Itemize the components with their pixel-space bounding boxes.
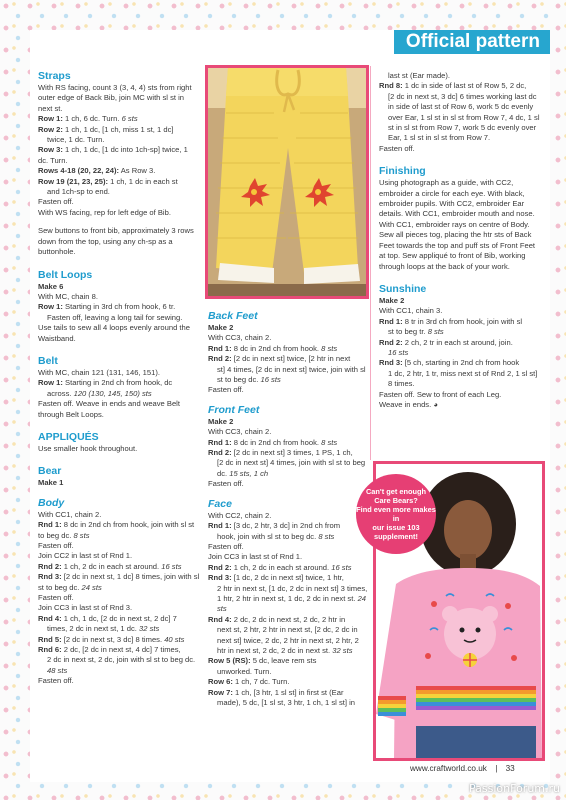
line-text: Make 1 [38, 478, 64, 488]
section-heading [379, 283, 541, 296]
line-text: Bear [38, 465, 62, 478]
line-text: 1 dc, 2 htr, 1 tr, miss next st of Rnd 2, 1 sl st] 8 times. [388, 368, 538, 389]
promo-line-3: Find even more makes in [356, 505, 436, 523]
line-text: Fasten off. [379, 143, 415, 153]
line-text: 1 ch, 2 dc in each st around. [231, 562, 332, 572]
pattern-line [208, 479, 368, 489]
line-text: st to beg tr. [388, 327, 428, 337]
spacer [379, 272, 541, 283]
row-label: Rnd 2: [208, 448, 232, 458]
row-label: Rnd 1: [208, 437, 232, 447]
pattern-line [38, 572, 200, 593]
pattern-line [208, 333, 368, 343]
row-label: Rnd 8: [379, 81, 403, 91]
pattern-line [208, 625, 368, 656]
line-text: 1 ch, 1 dc, [1 ch, miss 1 st, 1 dc] [62, 124, 174, 134]
line-text: Back Feet [208, 310, 258, 322]
pattern-line [379, 338, 541, 348]
line-text: [2 dc in next st] twice, [2 htr in next [231, 354, 351, 364]
pattern-line [38, 655, 200, 676]
pattern-line [38, 145, 200, 166]
promo-bubble [356, 474, 436, 554]
line-text: Join CC3 in last st of Rnd 3. [38, 603, 133, 613]
pattern-line [38, 635, 200, 645]
line-text: 1 ch, 2 dc in each st around. [61, 561, 162, 571]
line-text: Fasten off. [208, 385, 244, 395]
overalls-illustration [208, 68, 366, 296]
line-text: With CC1, chain 2. [38, 509, 102, 519]
subheading [38, 478, 200, 488]
spacer [38, 258, 200, 269]
line-text: twice, 1 dc. Turn. [47, 135, 105, 145]
line-text: Straps [38, 70, 71, 82]
spacer [38, 344, 200, 355]
line-text: Sew buttons to front bib, approximately 3 rows down from the top, using any ch-sp as a buttonhole. [38, 226, 194, 257]
pattern-line [208, 458, 368, 479]
section-heading [38, 269, 200, 282]
section-banner: Official pattern [394, 30, 550, 54]
row-label: Rows 4-18 (20, 22, 24): [38, 166, 120, 176]
line-text: next st, 2 htr, 2 htr in next st, [2 dc, 2 dc in next st] twice, 2 dc, 2 htr in next st, 2 htr, 2 htr in next st, 2 dc, 2 dc in next st. [217, 625, 359, 655]
line-text: Fasten off. [38, 676, 74, 686]
section-heading [38, 431, 200, 444]
line-text: and 1ch-sp to end. [47, 187, 110, 197]
line-text: 1 ch, 1 dc in each st [108, 176, 178, 186]
stitch-count: 16 sts [388, 347, 409, 357]
pattern-line [38, 624, 200, 634]
line-text: times, 2 dc in next st, 1 dc. [47, 624, 140, 634]
pattern-line [208, 344, 368, 354]
line-text: [2 dc in next st] 4 times, join with sl st to beg dc. [217, 458, 366, 478]
pattern-line [379, 400, 541, 410]
pattern-line [38, 562, 200, 572]
pattern-line [208, 385, 368, 395]
row-label: Row 19 (21, 23, 25): [38, 176, 109, 186]
stitch-count: 16 sts [260, 375, 281, 385]
pattern-line [379, 358, 541, 368]
row-label: Row 1: [38, 302, 63, 312]
pattern-line [38, 614, 200, 624]
row-label: Rnd 2: [208, 562, 232, 572]
pattern-line [208, 573, 368, 583]
line-text: Fasten off. [208, 541, 244, 551]
line-text: Sunshine [379, 282, 427, 295]
pattern-line [38, 177, 200, 187]
line-text: 1 ch, 1 dc, [1 dc into 1ch-sp] twice, 1 dc. Turn. [38, 145, 188, 165]
spacer [208, 396, 368, 404]
line-text: With CC1, chain 3. [379, 306, 443, 316]
pattern-line [38, 541, 200, 551]
stitch-count: 8 sts [73, 530, 90, 540]
pattern-line [379, 317, 541, 327]
spacer [38, 489, 200, 497]
pattern-line [379, 81, 541, 91]
row-label: Rnd 3: [208, 573, 232, 583]
footer-separator: | [495, 764, 498, 773]
spacer [38, 454, 200, 465]
line-text: made), 5 dc, [1 sl st, 3 htr, 1 ch, 1 sl st] in [217, 698, 356, 707]
pattern-line [38, 603, 200, 613]
pattern-line [38, 323, 200, 344]
stitch-count: 8 sts [321, 437, 338, 447]
line-text: 8 dc in 2nd ch from hook, join with sl st to beg dc. [38, 520, 195, 540]
row-label: Row 1: [38, 114, 63, 124]
subheading [208, 323, 368, 333]
row-label: Rnd 6: [38, 645, 62, 655]
pattern-line [208, 698, 368, 708]
pattern-line [208, 584, 368, 615]
line-text: 2 htr in next st, [1 dc, 2 dc in next st] 3 times, 1 htr, 2 htr in next st, 1 dc, 2 dc in next st. [217, 583, 368, 603]
row-label: Row 5 (RS): [208, 656, 251, 666]
pattern-line [379, 369, 541, 390]
pattern-line [208, 656, 368, 666]
pattern-line [38, 226, 200, 257]
stitch-count: 32 sts [332, 645, 353, 655]
pattern-line [379, 390, 541, 400]
line-text: 5 dc, leave rem sts [250, 656, 317, 666]
line-text: Weave in ends. ◕ [379, 399, 438, 409]
section-heading [38, 70, 200, 83]
line-text: Fasten off, leaving a long tail for sewing. [47, 312, 183, 322]
pattern-line [38, 187, 200, 197]
line-text: With RS facing, count 3 (3, 4, 4) sts from right outer edge of Back Bib, join MC with sl st in next st. [38, 83, 192, 113]
row-label: Rnd 3: [38, 572, 62, 582]
line-text: Fasten off. [38, 593, 74, 603]
pattern-line [208, 677, 368, 687]
line-text: Make 2 [208, 323, 234, 332]
page-number: 33 [505, 764, 515, 773]
pattern-line [38, 114, 200, 124]
line-text: [3 dc, 2 htr, 3 dc] in 2nd ch from [231, 521, 341, 531]
line-text: Belt Loops [38, 268, 93, 281]
pattern-column-1 [38, 70, 200, 687]
pattern-line [38, 135, 200, 145]
stitch-count: 8 sts [427, 327, 444, 337]
row-label: Rnd 2: [38, 561, 62, 571]
stitch-count: 15 sts, 1 ch [229, 468, 269, 478]
pattern-line [38, 551, 200, 561]
line-text: 2 dc, 2 dc in next st, 2 dc, 2 htr in [231, 614, 346, 624]
line-text: Belt [38, 354, 58, 367]
pattern-line [379, 178, 541, 272]
promo-line-2: Care Bears? [374, 496, 418, 505]
row-label: Rnd 2: [379, 337, 403, 347]
pattern-line [38, 368, 200, 378]
footer-website: www.craftworld.co.uk [410, 764, 487, 773]
line-text: As Row 3. [119, 166, 156, 176]
line-text: 8 dc in 2nd ch from hook. [231, 343, 322, 353]
subheading [379, 296, 541, 306]
subheading [38, 282, 200, 292]
spacer [379, 154, 541, 165]
line-text: Make 2 [208, 416, 234, 426]
pattern-line [38, 676, 200, 686]
pattern-line [38, 378, 200, 388]
line-text: unworked. Turn. [217, 666, 272, 676]
spacer [38, 420, 200, 431]
line-text: 8 dc in 2nd ch from hook. [231, 437, 322, 447]
section-heading [38, 465, 200, 478]
spacer [38, 218, 200, 226]
line-text: Fasten off. [38, 541, 74, 550]
pattern-line [38, 520, 200, 541]
line-text: 2 dc, [2 dc in next st, 4 dc] 7 times, [61, 645, 181, 655]
line-text: With WS facing, rep for left edge of Bib. [38, 207, 171, 217]
pattern-line [208, 532, 368, 542]
stitch-count: 24 sts [81, 582, 102, 592]
stitch-count: 16 sts [331, 562, 352, 572]
line-text: 1 dc in side of last st of Row 5, 2 dc, [402, 81, 527, 91]
section-heading [208, 498, 368, 511]
column-divider-1 [370, 66, 371, 460]
pattern-line [208, 511, 368, 521]
promo-line-5: supplement! [374, 532, 418, 541]
line-text: [1 dc, 2 dc in next st] twice, 1 htr, [231, 573, 344, 583]
pattern-line [38, 302, 200, 312]
pattern-line [38, 399, 200, 420]
pattern-line [38, 444, 200, 454]
row-label: Row 6: [208, 677, 233, 687]
line-text: across. [47, 388, 74, 398]
line-text: 1 ch, 1 dc, [2 dc in next st, 2 dc] 7 [61, 613, 177, 623]
line-text: Starting in 3rd ch from hook, 6 tr. [62, 302, 176, 312]
line-text: last st (Ear made). [388, 71, 451, 80]
pattern-line [208, 615, 368, 625]
section-heading [379, 165, 541, 178]
pattern-line [38, 510, 200, 520]
line-text: Make 2 [379, 295, 405, 305]
stitch-count: 24 sts [217, 593, 367, 614]
pattern-line [38, 166, 200, 176]
row-label: Rnd 5: [38, 634, 62, 644]
pattern-line [208, 354, 368, 364]
line-text: 8 tr in 3rd ch from hook, join with sl [402, 316, 523, 326]
row-label: Rnd 4: [208, 614, 232, 624]
stitch-count: 6 sts [121, 114, 138, 124]
line-text: Body [38, 496, 65, 509]
stitch-count: 40 sts [164, 634, 185, 644]
pattern-line [379, 327, 541, 337]
line-text: hook, join with sl st to beg dc. [217, 531, 319, 541]
pattern-line [208, 552, 368, 562]
line-text: Front Feet [208, 403, 260, 416]
pattern-column-2 [208, 310, 368, 708]
section-heading [208, 310, 368, 323]
row-label: Rnd 3: [379, 358, 403, 368]
line-text: Join CC3 in last st of Rnd 1. [208, 552, 303, 562]
pattern-line [379, 306, 541, 316]
spacer [208, 490, 368, 498]
pattern-line [38, 83, 200, 114]
pattern-line [208, 542, 368, 552]
pattern-line [208, 563, 368, 573]
section-heading [208, 404, 368, 417]
page-footer [410, 764, 515, 773]
promo-line-1: Can't get enough [365, 487, 427, 496]
pattern-line [38, 292, 200, 302]
line-text: 2 ch, 2 tr in each st around, join. [402, 337, 513, 347]
row-label: Row 7: [208, 687, 233, 697]
row-label: Row 2: [38, 124, 63, 134]
line-text: With CC3, chain 2. [208, 427, 272, 437]
stitch-count: 32 sts [139, 624, 160, 634]
line-text: Using photograph as a guide, with CC2, embroider a circle for each eye. With black, embroider pupils. With CC2, embroider Ear details. With CC1, embroider mouth and nose. With CC1, embroider rays on centre of Body. Sew all pieces tog, placing the htr sts of Back Feet towards the top and puff sts of Front Feet at top. Sew appliqué to front of Bib, working through loops at the back of your work. [379, 178, 536, 271]
stitch-count: 16 sts [161, 561, 182, 571]
pattern-line [208, 521, 368, 531]
line-text: Face [208, 497, 232, 510]
row-label: Rnd 1: [208, 521, 232, 531]
overalls-photo [205, 65, 369, 299]
row-label: Rnd 1: [208, 343, 232, 353]
pattern-line [208, 438, 368, 448]
line-text: Finishing [379, 165, 426, 178]
pattern-line [379, 348, 541, 358]
line-text: Use tails to sew all 4 loops evenly around the Waistband. [38, 323, 190, 343]
section-heading [38, 497, 200, 510]
line-text: With MC, chain 121 (131, 146, 151). [38, 367, 160, 377]
row-label: Rnd 1: [379, 316, 403, 326]
line-text: [2 dc in next st, 3 dc] 8 times. [61, 634, 165, 644]
line-text: [2 dc in next st, 1 dc] 8 times, join with sl st to beg dc. [38, 572, 200, 592]
stitch-count: 8 sts [321, 343, 338, 353]
line-text: [5 ch, starting in 2nd ch from hook [402, 358, 520, 368]
pattern-line [208, 365, 368, 386]
pattern-line [208, 688, 368, 698]
line-text: 2 dc in next st, 2 dc, join with sl st to beg dc. [47, 655, 196, 665]
stitch-count: 8 sts [318, 531, 335, 541]
line-text: [2 dc in next st] 3 times, 1 PS, 1 ch, [231, 448, 353, 458]
line-text: With CC2, chain 2. [208, 510, 272, 520]
line-text: Join CC2 in last st of Rnd 1. [38, 551, 133, 561]
pattern-line [379, 71, 541, 81]
line-text: Fasten off. [208, 479, 244, 489]
row-label: Rnd 2: [208, 354, 232, 364]
line-text: Fasten off. Weave in ends and weave Belt through Belt Loops. [38, 399, 180, 419]
pattern-line [38, 389, 200, 399]
row-label: Row 3: [38, 145, 63, 155]
pattern-line [379, 92, 541, 144]
line-text: APPLIQUÉS [38, 430, 99, 443]
subheading [208, 417, 368, 427]
pattern-line [208, 448, 368, 458]
promo-line-4: our issue 103 [372, 523, 420, 532]
watermark: PassionForum.ru [469, 782, 560, 795]
line-text: st] 4 times, [2 dc in next st] twice, join with sl st to beg dc. [217, 364, 366, 385]
line-text: Make 6 [38, 281, 64, 291]
line-text: 1 ch, 6 dc. Turn. [62, 114, 122, 124]
stitch-count: 120 (130, 145, 150) sts [73, 388, 152, 398]
line-text: [2 dc in next st, 3 dc] 6 times working last dc in side of last st of Row 6, work 5 dc evenly over Ear, 1 sl st in sl st from Row 7, 4 dc, 1 sl st in sl st from Row 7, work 5 dc evenly over Ear, 1 sl st in sl st from Row 7. [388, 91, 540, 143]
row-label: Rnd 1: [38, 520, 62, 530]
stitch-count: 48 sts [47, 665, 68, 675]
line-text: Use smaller hook throughout. [38, 443, 138, 453]
pattern-column-3 [379, 71, 541, 410]
line-text: 1 ch, [3 htr, 1 sl st] in first st (Ear [232, 687, 344, 697]
line-text: Fasten off. Sew to front of each Leg. [379, 389, 502, 399]
pattern-line [38, 208, 200, 218]
section-heading [38, 355, 200, 368]
pattern-line [38, 593, 200, 603]
pattern-line [208, 667, 368, 677]
line-text: Fasten off. [38, 197, 74, 207]
row-label: Rnd 4: [38, 613, 62, 623]
line-text: Starting in 2nd ch from hook, dc [62, 378, 173, 388]
pattern-line [379, 144, 541, 154]
pattern-line [208, 427, 368, 437]
line-text: With MC, chain 8. [38, 291, 98, 301]
line-text: With CC3, chain 2. [208, 333, 272, 343]
pattern-line [38, 197, 200, 207]
pattern-line [38, 645, 200, 655]
pattern-line [38, 125, 200, 135]
line-text: 1 ch, 7 dc. Turn. [232, 677, 290, 687]
pattern-line [38, 313, 200, 323]
row-label: Row 1: [38, 378, 63, 388]
